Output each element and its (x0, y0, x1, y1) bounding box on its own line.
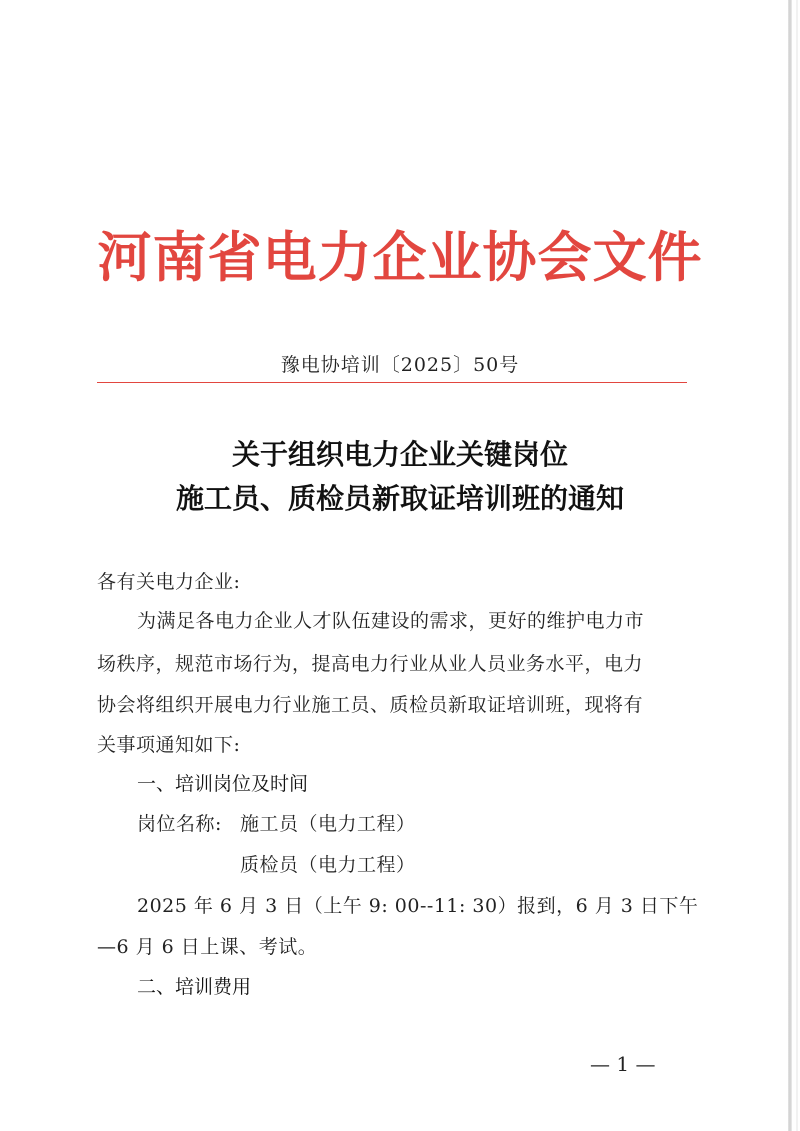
schedule-line-2: —6 月 6 日上课、考试。 (97, 936, 318, 958)
position-construction: 施工员（电力工程） (240, 813, 416, 835)
header-red-divider (97, 382, 687, 383)
scan-edge-highlight (796, 0, 798, 1131)
position-label: 岗位名称: (137, 813, 222, 835)
org-header-title: 河南省电力企业协会文件 (97, 225, 703, 289)
schedule-line-1: 2025 年 6 月 3 日（上午 9: 00--11: 30）报到，6 月 3 日下午 (137, 895, 699, 917)
scan-edge-shadow (788, 0, 792, 1131)
section-1-heading: 一、培训岗位及时间 (137, 773, 309, 795)
intro-line-3: 协会将组织开展电力行业施工员、质检员新取证培训班，现将有 (97, 694, 644, 716)
notice-title-line-2: 施工员、质检员新取证培训班的通知 (175, 482, 624, 515)
notice-title-line-1: 关于组织电力企业关键岗位 (231, 438, 568, 471)
position-quality: 质检员（电力工程） (240, 854, 416, 876)
notice-title (0, 433, 800, 521)
page-number: — 1 — (590, 1052, 656, 1076)
intro-line-4: 关事项通知如下: (97, 734, 241, 756)
intro-line-1: 为满足各电力企业人才队伍建设的需求，更好的维护电力市 (137, 610, 645, 632)
intro-line-2: 场秩序，规范市场行为，提高电力行业从业人员业务水平，电力 (97, 653, 644, 675)
section-2-heading: 二、培训费用 (137, 976, 252, 998)
document-number: 豫电协培训〔2025〕50号 (280, 354, 520, 376)
salutation: 各有关电力企业: (97, 571, 241, 593)
